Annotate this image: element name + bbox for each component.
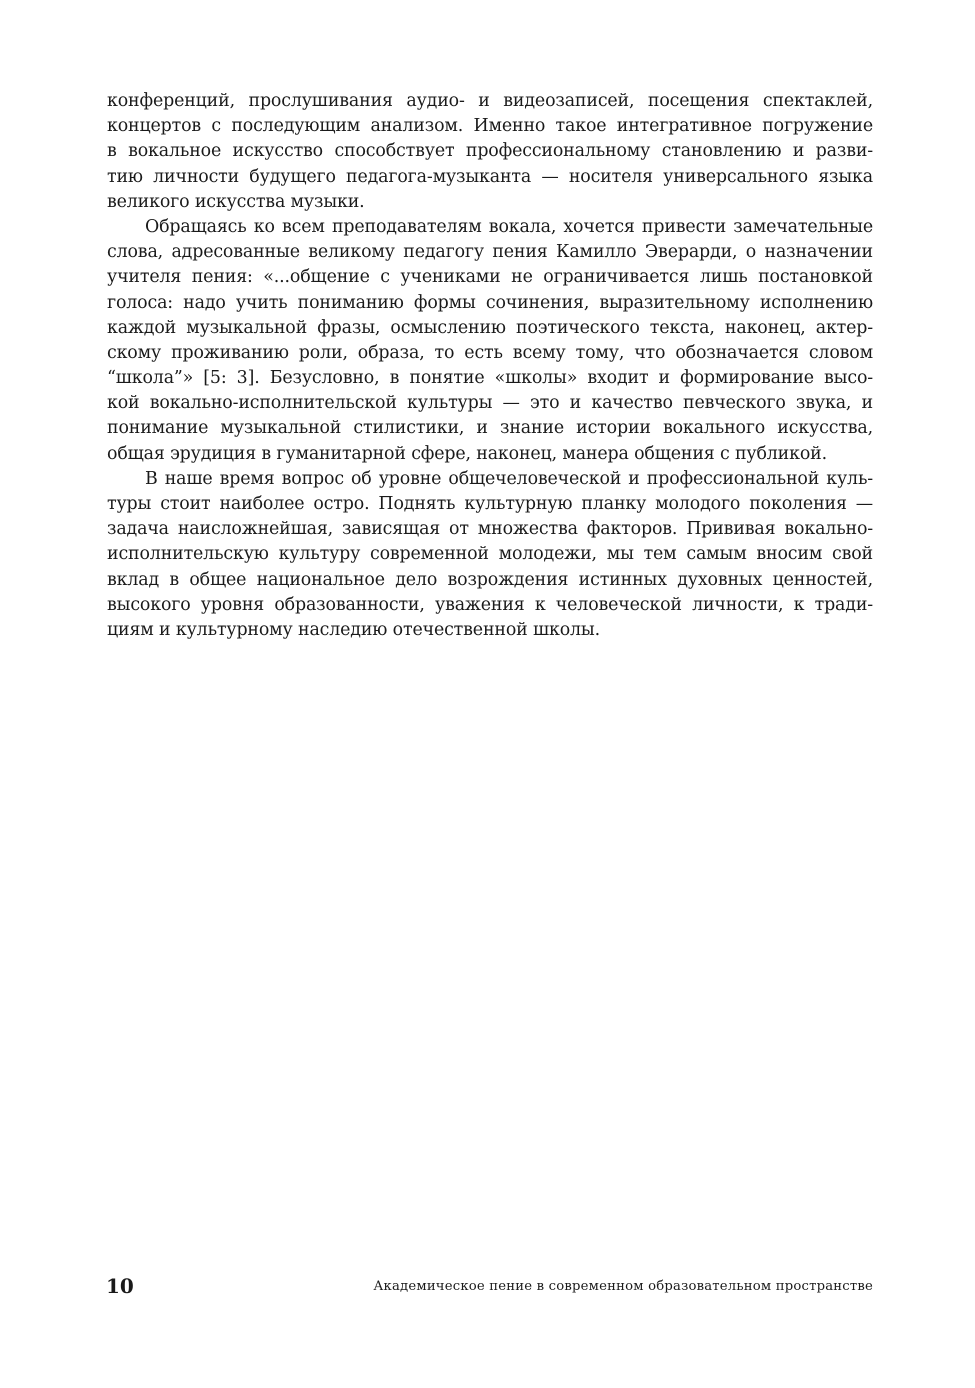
running-title: Академическое пение в современном образовательном пространстве — [373, 1279, 873, 1294]
text-line: вклад в общее национальное дело возрождения истинных духовных ценностей, — [107, 569, 873, 590]
body-text — [107, 89, 873, 643]
text-line: конференций, прослушивания аудио- и видеозаписей, посещения спектаклей, — [107, 91, 873, 111]
text-line: великого искусства музыки. — [107, 191, 365, 212]
text-line: В наше время вопрос об уровне общечеловеческой и профессиональной куль- — [145, 468, 873, 489]
text-line: каждой музыкальной фразы, осмыслению поэтического текста, наконец, актер- — [107, 317, 873, 338]
text-line: тию личности будущего педагога-музыканта — носителя универсального языка — [107, 166, 873, 187]
text-line: циям и культурному наследию отечественной школы. — [107, 619, 600, 640]
text-line: исполнительскую культуру современной молодежи, мы тем самым вносим свой — [107, 544, 873, 565]
paragraph — [107, 215, 873, 467]
paragraph — [107, 89, 873, 215]
text-line: слова, адресованные великому педагогу пения Камилло Эверарди, о назначении — [107, 242, 873, 263]
paragraph — [107, 467, 873, 643]
text-line: “школа”» [5: 3]. Безусловно, в понятие «школы» входит и формирование высо- — [107, 368, 873, 389]
text-line: в вокальное искусство способствует профессиональному становлению и разви- — [107, 141, 873, 162]
text-line: кой вокально-исполнительской культуры — это и качество певческого звука, и — [107, 393, 873, 414]
text-line: общая эрудиция в гуманитарной сфере, наконец, манера общения с публикой. — [107, 443, 827, 464]
text-line: высокого уровня образованности, уважения к человеческой личности, к тради- — [107, 594, 873, 615]
page-number: 10 — [106, 1274, 134, 1298]
text-line: понимание музыкальной стилистики, и знание истории вокального искусства, — [107, 418, 873, 439]
text-line: Обращаясь ко всем преподавателям вокала, хочется привести замечательные — [145, 216, 873, 237]
text-line: голоса: надо учить пониманию формы сочинения, выразительному исполнению — [107, 292, 873, 313]
text-line: туры стоит наиболее остро. Поднять культурную планку молодого поколения — — [107, 494, 873, 514]
text-line: задача наисложнейшая, зависящая от множества факторов. Прививая вокально- — [107, 519, 873, 540]
text-line: концертов с последующим анализом. Именно такое интегративное погружение — [107, 116, 873, 137]
text-line: скому проживанию роли, образа, то есть всему тому, что обозначается словом — [107, 342, 873, 363]
text-line: учителя пения: «...общение с учениками не ограничивается лишь постановкой — [107, 267, 873, 288]
